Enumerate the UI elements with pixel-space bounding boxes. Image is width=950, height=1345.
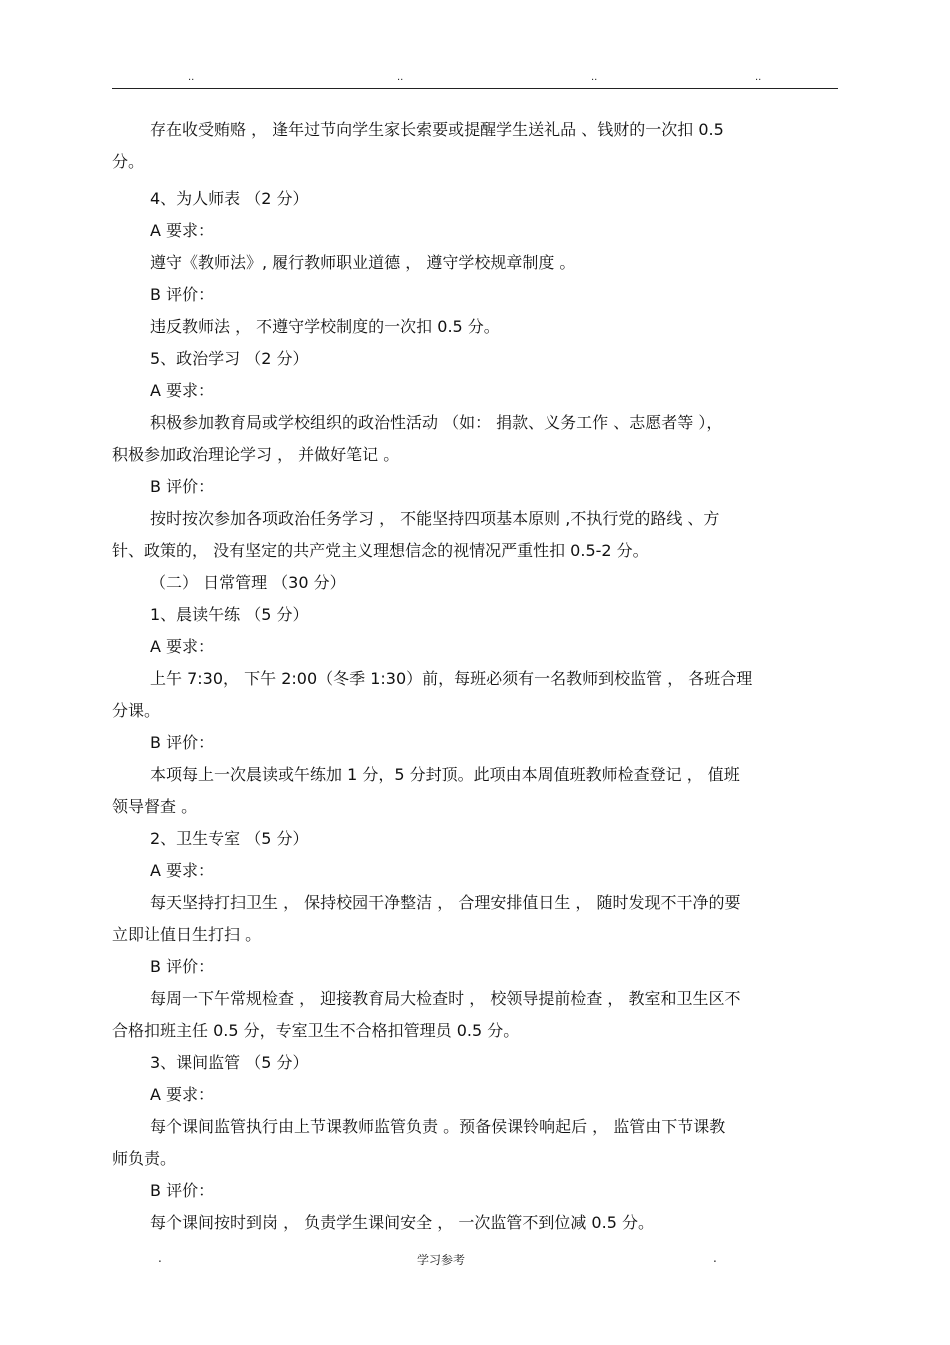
paragraph-line: 立即让值日生打扫 。: [112, 925, 262, 944]
requirement-label: A 要求：: [150, 861, 215, 880]
paragraph-line: 分。: [112, 152, 145, 171]
paragraph-line: 积极参加政治理论学习 ， 并做好笔记 。: [112, 445, 400, 464]
paragraph-line: 按时按次参加各项政治任务学习 ， 不能坚持四项基本原则 ,不执行党的路线 、方: [150, 509, 720, 528]
header-dot: ..: [755, 72, 762, 83]
section-heading: 2、卫生专室 （5 分）: [150, 829, 309, 848]
header-dot: ..: [591, 72, 598, 83]
evaluation-label: B 评价：: [150, 285, 215, 304]
section-heading: 1、晨读午练 （5 分）: [150, 605, 309, 624]
header-rule: [112, 88, 838, 89]
paragraph-line: 违反教师法 ， 不遵守学校制度的一次扣 0.5 分。: [150, 317, 500, 336]
paragraph-line: 针、政策的， 没有坚定的共产党主义理想信念的视情况严重性扣 0.5-2 分。: [112, 541, 649, 560]
paragraph-line: 分课。: [112, 701, 161, 720]
paragraph-line: 每个课间按时到岗 ， 负责学生课间安全 ， 一次监管不到位减 0.5 分。: [150, 1213, 654, 1232]
section-heading: （二） 日常管理 （30 分）: [150, 573, 346, 592]
paragraph-line: 领导督查 。: [112, 797, 198, 816]
evaluation-label: B 评价：: [150, 733, 215, 752]
requirement-label: A 要求：: [150, 1085, 215, 1104]
section-heading: 5、政治学习 （2 分）: [150, 349, 309, 368]
paragraph-line: 每周一下午常规检查 ， 迎接教育局大检查时 ， 校领导提前检查 ， 教室和卫生区不: [150, 989, 741, 1008]
header-dot: ..: [397, 72, 404, 83]
paragraph-line: 本项每上一次晨读或午练加 1 分，5 分封顶。此项由本周值班教师检查登记 ， 值班: [150, 765, 740, 784]
paragraph-line: 积极参加教育局或学校组织的政治性活动 （如： 捐款、义务工作 、志愿者等 ），: [150, 413, 723, 432]
requirement-label: A 要求：: [150, 221, 215, 240]
header-dot: ..: [188, 72, 195, 83]
paragraph-line: 遵守《教师法》, 履行教师职业道德 ， 遵守学校规章制度 。: [150, 253, 576, 272]
evaluation-label: B 评价：: [150, 957, 215, 976]
requirement-label: A 要求：: [150, 637, 215, 656]
evaluation-label: B 评价：: [150, 1181, 215, 1200]
paragraph-line: 存在收受贿赂 ， 逢年过节向学生家长索要或提醒学生送礼品 、钱财的一次扣 0.5: [150, 120, 724, 139]
paragraph-line: 合格扣班主任 0.5 分，专室卫生不合格扣管理员 0.5 分。: [112, 1021, 520, 1040]
paragraph-line: 上午 7:30， 下午 2:00（冬季 1:30）前，每班必须有一名教师到校监管 ， 各班合理: [150, 669, 753, 688]
paragraph-line: 师负责。: [112, 1149, 177, 1168]
paragraph-line: 每天坚持打扫卫生 ， 保持校园干净整洁 ， 合理安排值日生 ， 随时发现不干净的要: [150, 893, 741, 912]
footer-left-mark: .: [158, 1251, 162, 1265]
paragraph-line: 每个课间监管执行由上节课教师监管负责 。预备侯课铃响起后 ， 监管由下节课教: [150, 1117, 726, 1136]
requirement-label: A 要求：: [150, 381, 215, 400]
footer-right-mark: .: [713, 1251, 717, 1265]
footer-caption: 学习参考: [417, 1253, 466, 1267]
section-heading: 3、课间监管 （5 分）: [150, 1053, 309, 1072]
section-heading: 4、为人师表 （2 分）: [150, 189, 309, 208]
evaluation-label: B 评价：: [150, 477, 215, 496]
